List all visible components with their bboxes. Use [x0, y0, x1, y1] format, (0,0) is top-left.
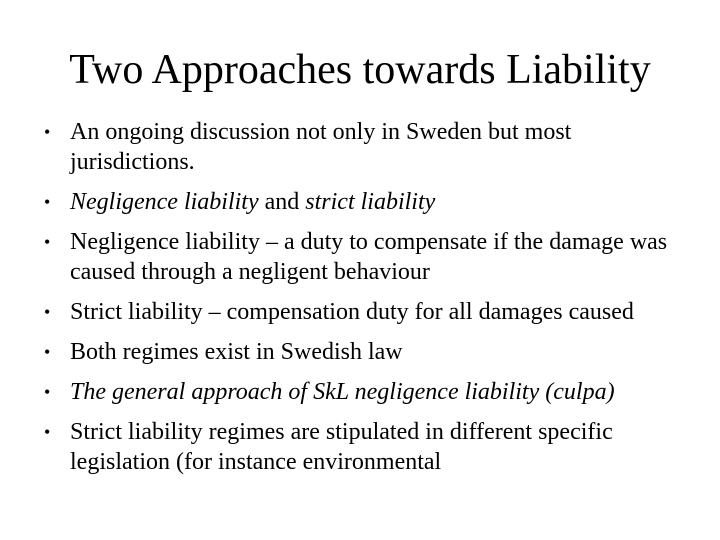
- bullet-item: [44, 377, 684, 407]
- bullet-item: [44, 227, 684, 287]
- bullet-text-italic: Negligence liability: [70, 189, 259, 215]
- bullet-text: An ongoing discussion not only in Sweden but most jurisdictions.: [70, 119, 572, 175]
- bullet-text: and: [258, 189, 306, 215]
- bullet-text: Both regimes exist in Swedish law: [70, 339, 403, 365]
- bullet-item: [44, 187, 684, 217]
- slide-title: Two Approaches towards Liability: [69, 47, 651, 93]
- bullet-item: [44, 337, 684, 367]
- bullet-item: [44, 297, 684, 327]
- bullet-text: Strict liability – compensation duty for all damages caused: [70, 299, 634, 325]
- bullet-item: [44, 117, 684, 177]
- bullet-text: Negligence liability – a duty to compensate if the damage was caused through a negligent behaviour: [70, 229, 668, 285]
- bullet-item: [44, 417, 684, 477]
- bullet-text-italic: strict liability: [305, 189, 436, 215]
- bullet-text-italic: The general approach of SkL negligence liability (culpa): [70, 379, 615, 405]
- bullet-list: [44, 117, 684, 487]
- bullet-text: Strict liability regimes are stipulated in different specific legislation (for instance environmental: [70, 419, 613, 475]
